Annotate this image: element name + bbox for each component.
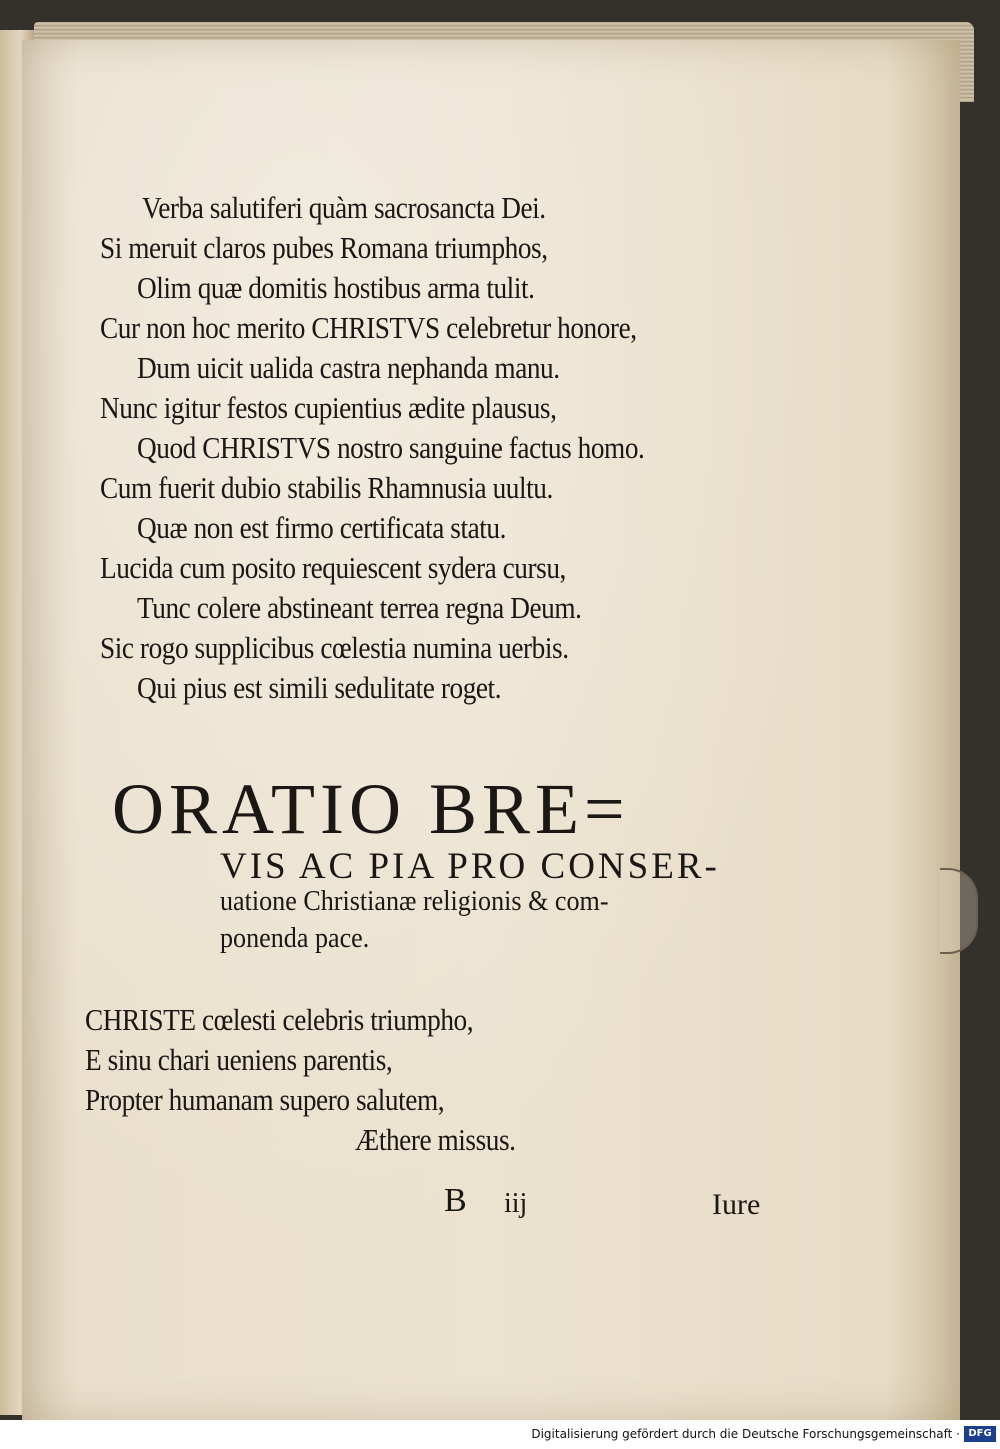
hymn-line: Propter humanam supero salutem, [85,1082,445,1117]
poem-line: Sic rogo supplicibus cœlestia numina uerbis. [100,630,569,665]
heading-subtitle: VIS AC PIA PRO CONSER- [220,846,720,887]
footer-credit: Digitalisierung gefördert durch die Deutsche Forschungsgemeinschaft · [531,1427,960,1441]
signature-mark: B [444,1182,467,1219]
poem-line: Olim quæ domitis hostibus arma tulit. [137,270,535,305]
poem-line: Verba salutiferi quàm sacrosancta Dei. [142,190,546,225]
poem-line: Dum uicit ualida castra nephanda manu. [137,350,560,385]
hymn-line: Æthere missus. [355,1122,516,1157]
heading-subtitle: uatione Christianæ religionis & com- [220,885,609,917]
hymn-line: E sinu chari ueniens parentis, [85,1042,393,1077]
dfg-logo: DFG [964,1426,996,1442]
poem-line: Si meruit claros pubes Romana triumphos, [100,230,548,265]
poem-line: Qui pius est simili sedulitate roget. [137,670,502,705]
poem-line: Cur non hoc merito CHRISTVS celebretur honore, [100,310,637,345]
signature-number: iij [504,1188,528,1219]
heading-title: ORATIO BRE= [112,769,630,849]
heading-subtitle: ponenda pace. [220,922,370,954]
page-tab [940,868,978,954]
poem-line: Quod CHRISTVS nostro sanguine factus homo. [137,430,645,465]
footer [0,1420,1000,1449]
book-page [22,40,960,1420]
poem-line: Lucida cum posito requiescent sydera cursu, [100,550,566,585]
poem-line: Nunc igitur festos cupientius ædite plausus, [100,390,557,425]
poem-line: Quæ non est firmo certificata statu. [137,510,507,545]
catchword: Iure [712,1188,761,1221]
hymn-line: CHRISTE cœlesti celebris triumpho, [85,1002,474,1037]
poem-line: Cum fuerit dubio stabilis Rhamnusia uultu. [100,470,553,505]
poem-line: Tunc colere abstineant terrea regna Deum. [137,590,582,625]
